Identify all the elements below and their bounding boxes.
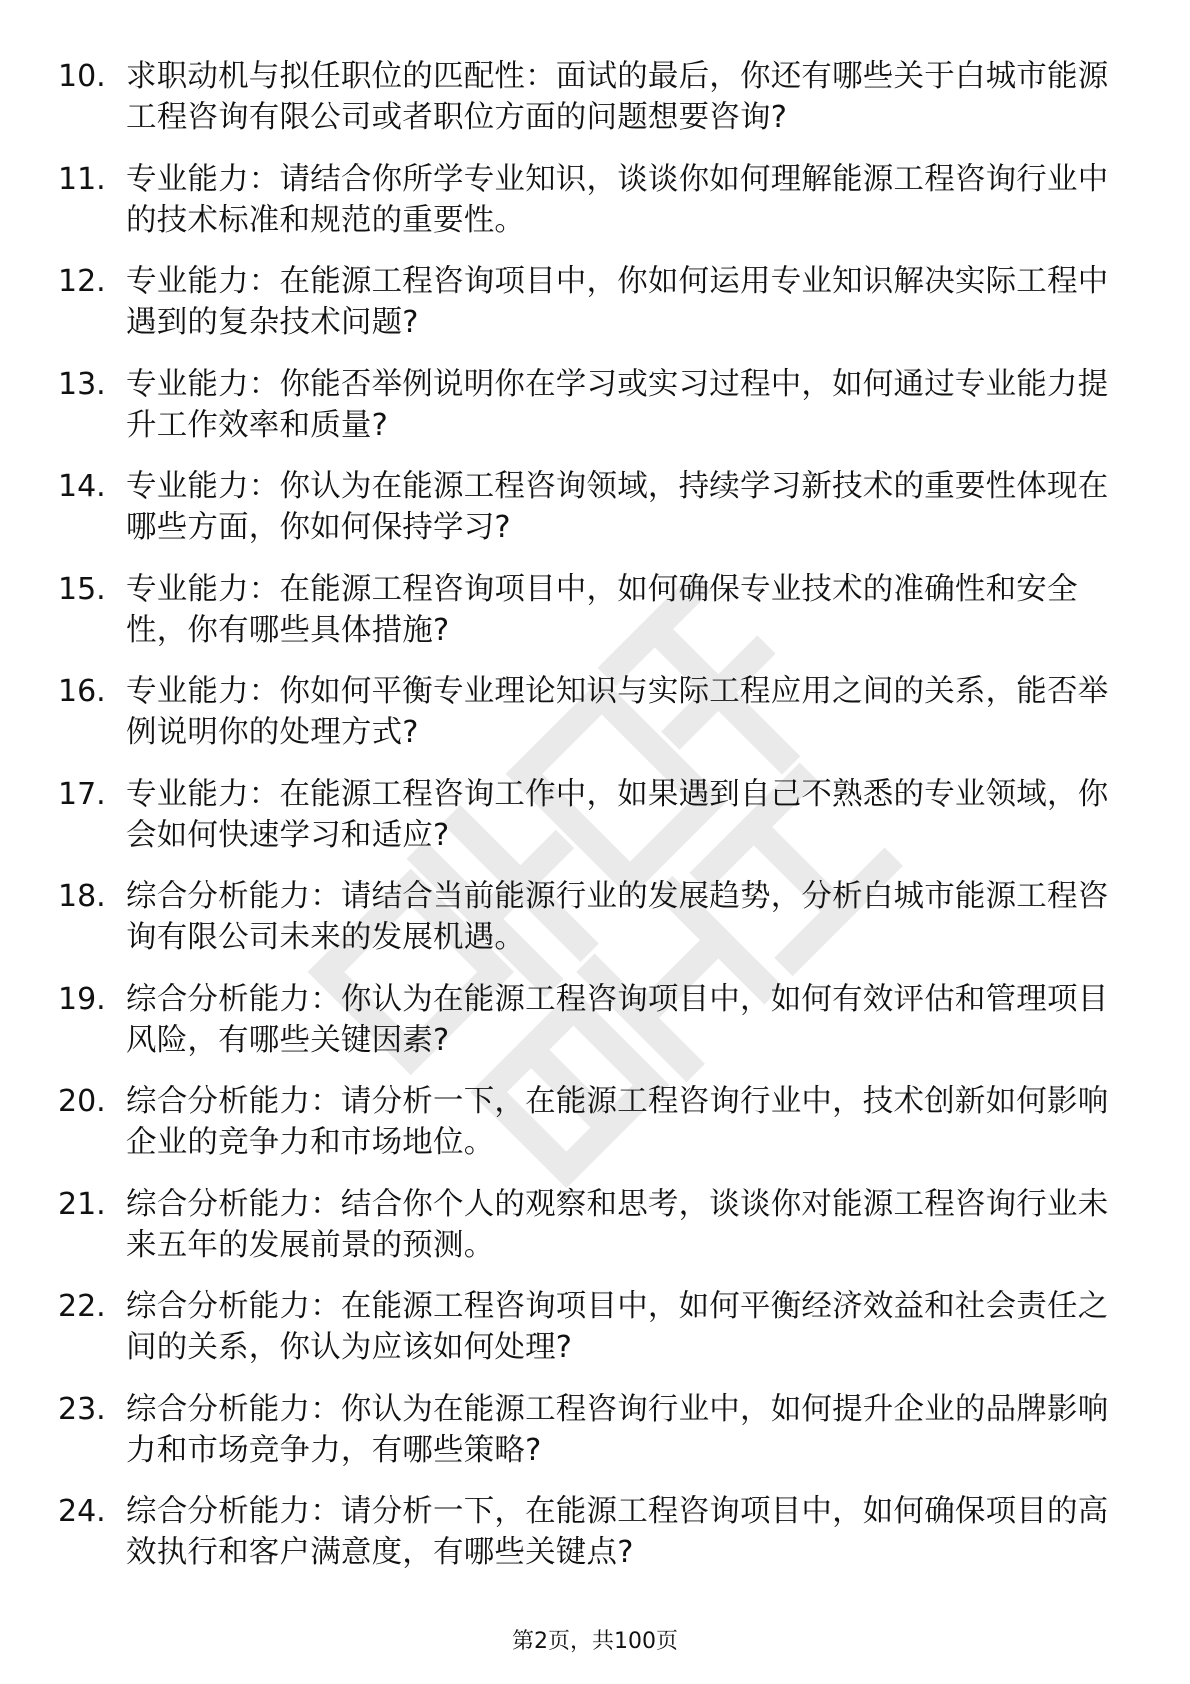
question-item — [58, 665, 1118, 768]
question-text: 专业能力：在能源工程咨询项目中，你如何运用专业知识解决实际工程中遇到的复杂技术问题? — [126, 264, 1109, 340]
question-number: 21. — [58, 1186, 106, 1222]
question-item — [58, 153, 1118, 256]
question-number: 24. — [58, 1494, 106, 1529]
question-item — [58, 1178, 1118, 1281]
question-item — [58, 1075, 1118, 1178]
question-number: 11. — [58, 161, 106, 197]
question-text: 求职动机与拟任职位的匹配性：面试的最后，你还有哪些关于白城市能源工程咨询有限公司或者职位方面的问题想要咨询? — [126, 59, 1109, 135]
question-text: 专业能力：在能源工程咨询工作中，如果遇到自己不熟悉的专业领域，你会如何快速学习和适应? — [126, 776, 1109, 853]
question-text: 综合分析能力：在能源工程咨询项目中，如何平衡经济效益和社会责任之间的关系，你认为应该如何处理? — [126, 1289, 1109, 1365]
question-number: 19. — [58, 981, 106, 1017]
question-item — [58, 870, 1118, 973]
question-number: 23. — [58, 1391, 106, 1427]
question-item — [58, 973, 1118, 1076]
question-item — [58, 1280, 1118, 1383]
question-item — [58, 460, 1118, 563]
page-number: 第2页，共100页 — [512, 1629, 678, 1654]
question-item — [58, 50, 1118, 153]
question-number: 10. — [58, 59, 106, 94]
question-item — [58, 1383, 1118, 1486]
question-number: 18. — [58, 879, 106, 914]
question-number: 12. — [58, 264, 106, 299]
question-number: 13. — [58, 366, 106, 402]
question-number: 14. — [58, 469, 106, 504]
question-item — [58, 768, 1118, 871]
question-item — [58, 1485, 1118, 1588]
question-number: 16. — [58, 674, 106, 709]
question-text: 专业能力：在能源工程咨询项目中，如何确保专业技术的准确性和安全性，你有哪些具体措施? — [126, 571, 1078, 648]
question-text: 综合分析能力：请分析一下，在能源工程咨询项目中，如何确保项目的高效执行和客户满意度，有哪些关键点? — [126, 1494, 1109, 1570]
question-number: 17. — [58, 776, 106, 812]
question-text: 综合分析能力：你认为在能源工程咨询项目中，如何有效评估和管理项目风险，有哪些关键因素? — [126, 981, 1109, 1058]
question-item — [58, 563, 1118, 666]
question-text: 综合分析能力：你认为在能源工程咨询行业中，如何提升企业的品牌影响力和市场竞争力，有哪些策略? — [126, 1391, 1109, 1468]
question-text: 专业能力：请结合你所学专业知识，谈谈你如何理解能源工程咨询行业中的技术标准和规范的重要性。 — [126, 161, 1109, 238]
question-text: 专业能力：你能否举例说明你在学习或实习过程中，如何通过专业能力提升工作效率和质量? — [126, 366, 1109, 443]
question-text: 综合分析能力：结合你个人的观察和思考，谈谈你对能源工程咨询行业未来五年的发展前景的预测。 — [126, 1186, 1109, 1263]
question-list — [58, 50, 1118, 1588]
question-item — [58, 255, 1118, 358]
question-item — [58, 358, 1118, 461]
question-text: 专业能力：你认为在能源工程咨询领域，持续学习新技术的重要性体现在哪些方面，你如何保持学习? — [126, 469, 1109, 545]
question-number: 20. — [58, 1084, 106, 1119]
question-text: 综合分析能力：请结合当前能源行业的发展趋势，分析白城市能源工程咨询有限公司未来的发展机遇。 — [126, 879, 1109, 955]
question-number: 15. — [58, 571, 106, 607]
question-number: 22. — [58, 1289, 106, 1324]
question-text: 专业能力：你如何平衡专业理论知识与实际工程应用之间的关系，能否举例说明你的处理方式? — [126, 674, 1109, 750]
question-text: 综合分析能力：请分析一下，在能源工程咨询行业中，技术创新如何影响企业的竞争力和市场地位。 — [126, 1084, 1109, 1160]
